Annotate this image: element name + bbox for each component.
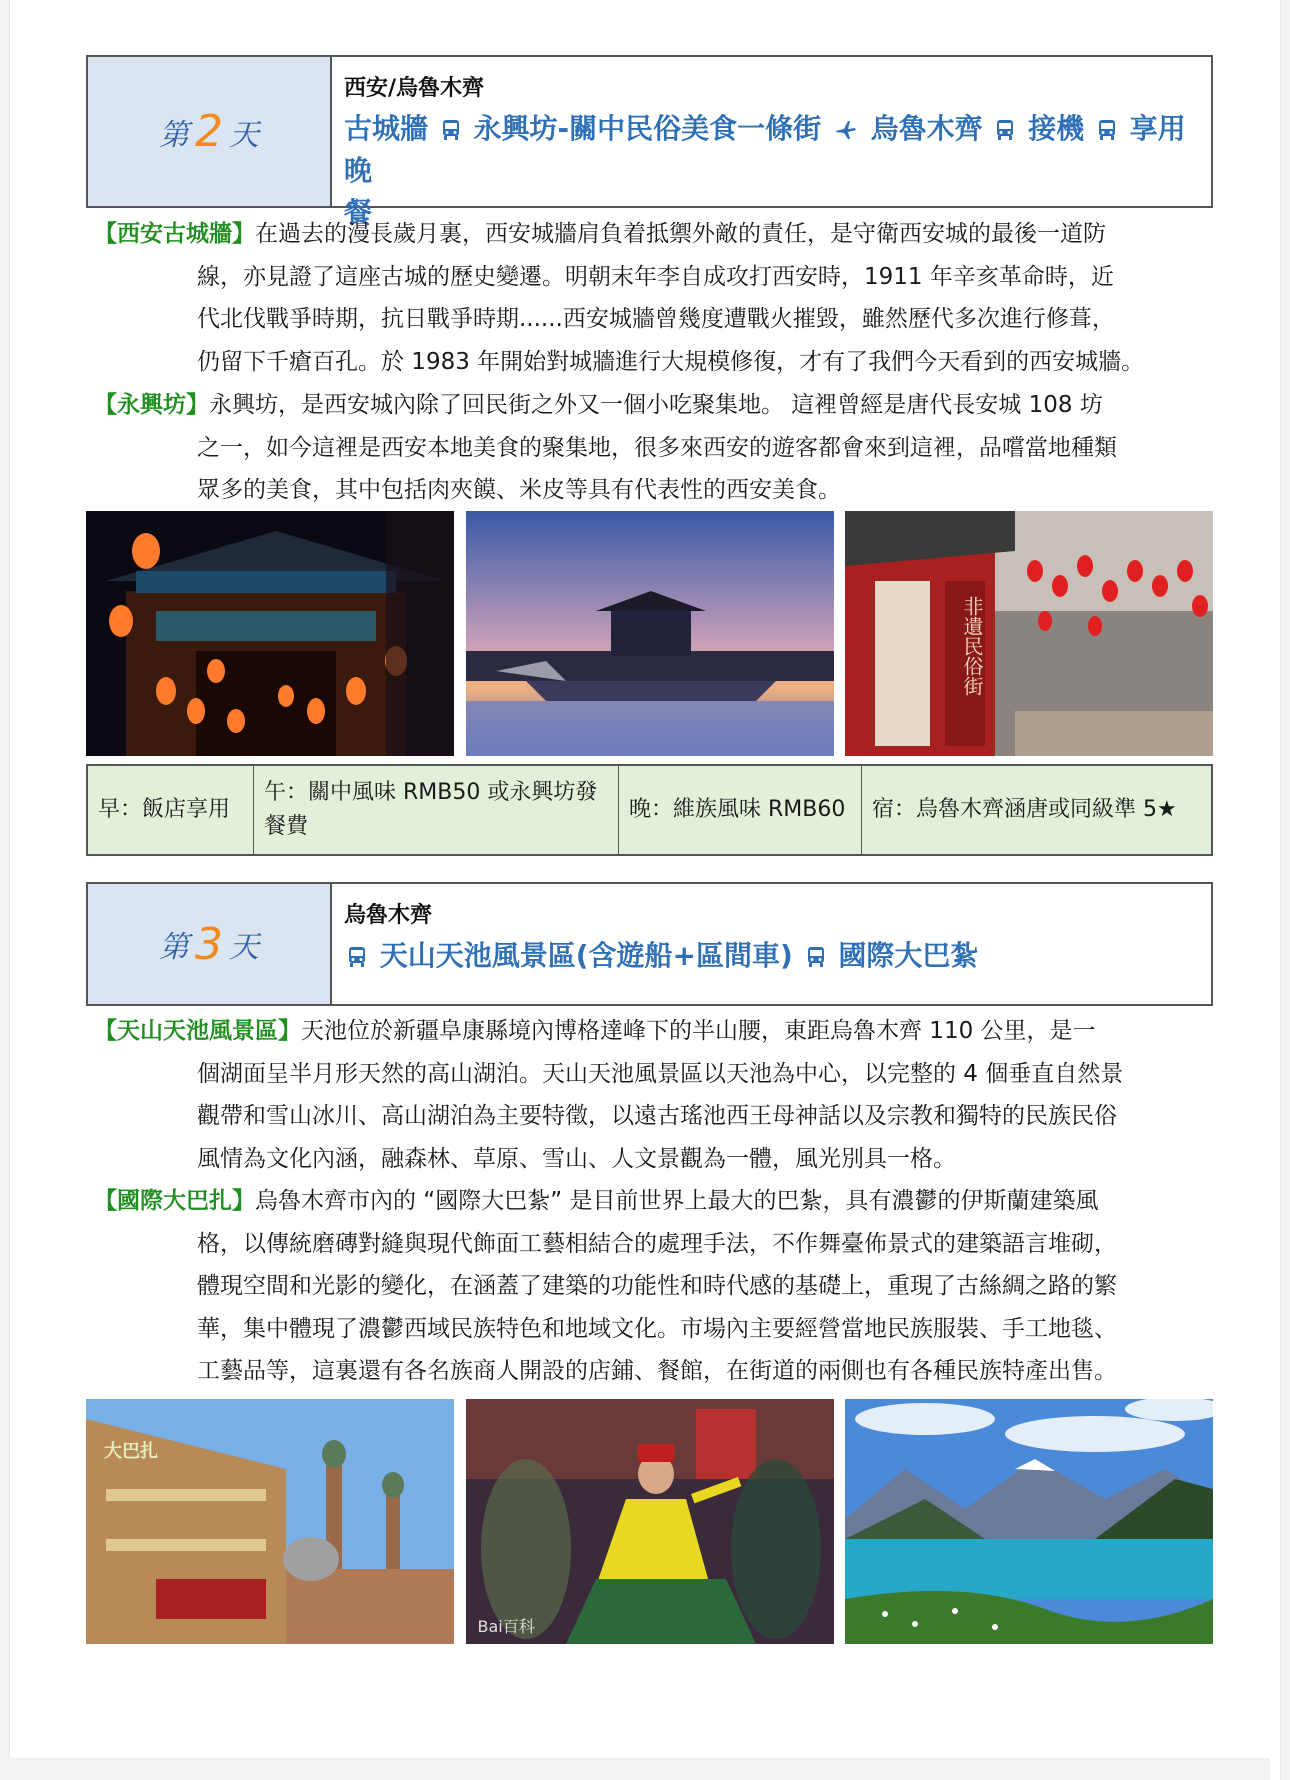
day3-route bbox=[344, 935, 1201, 977]
text-line: 華，集中體現了濃鬱西域民族特色和地域文化。市場內主要經營當地民族服裝、手工地毯、 bbox=[197, 1315, 1117, 1342]
page-bottom-margin bbox=[0, 1758, 1270, 1780]
text-line: 之一，如今這裡是西安本地美食的聚集地，很多來西安的遊客都會來到這裡，品嚐當地種類 bbox=[197, 434, 1117, 461]
day2-label-suffix: 天 bbox=[229, 117, 259, 153]
text-line: 工藝品等，這裏還有各名族商人開設的店鋪、餐館，在街道的兩側也有各種民族特產出售。 bbox=[197, 1358, 1117, 1385]
day3-info bbox=[332, 884, 1211, 1004]
heritage-street-sign: 非遺民俗街 bbox=[960, 596, 984, 696]
day2-header bbox=[86, 55, 1213, 229]
day2-city: 西安/烏魯木齊 bbox=[344, 76, 485, 101]
day2-route-stop1: 古城牆 bbox=[344, 112, 429, 145]
day3-route-stop1: 天山天池風景區(含遊船+區間車) bbox=[379, 939, 793, 972]
baike-watermark: Bai百科 bbox=[477, 1617, 535, 1636]
day2-info bbox=[332, 57, 1211, 229]
meal-hotel bbox=[862, 766, 1211, 854]
meal-hotel-text: 宿：烏魯木齊涵唐或同級準 5★ bbox=[872, 797, 1177, 822]
grand-bazaar-sign: 大巴扎 bbox=[104, 1441, 158, 1462]
day2-route-stop5: 享用晚 bbox=[344, 112, 1186, 187]
text-line: 觀帶和雪山冰川、高山湖泊為主要特徵，以遠古瑤池西王母神話以及宗教和獨特的民族民俗 bbox=[197, 1103, 1117, 1130]
meal-lunch bbox=[254, 766, 619, 854]
text-line: 個湖面呈半月形天然的高山湖泊。天山天池風景區以天池為中心，以完整的 4 個垂直自然景 bbox=[197, 1060, 1124, 1087]
meal-lunch-line1: 午：關中風味 RMB50 或永興坊發 bbox=[264, 780, 598, 805]
day2-meals-table bbox=[86, 764, 1213, 856]
meal-lunch-line2: 餐費 bbox=[264, 814, 309, 839]
day3-paragraph-tianchi bbox=[94, 1010, 1214, 1180]
bus-icon bbox=[1097, 119, 1117, 141]
day3-label-suffix: 天 bbox=[229, 930, 259, 965]
text-line: 眾多的美食，其中包括肉夾饃、米皮等具有代表性的西安美食。 bbox=[197, 477, 841, 504]
day3-header bbox=[86, 882, 1213, 1006]
para-text: 天池位於新疆阜康縣境內博格達峰下的半山腰，東距烏魯木齊 110 公里，是一 bbox=[301, 1018, 1096, 1044]
day2-route-stop5b: 餐 bbox=[344, 196, 373, 229]
text-line bbox=[94, 1010, 1214, 1053]
text-line: 仍留下千瘡百孔。於 1983 年開始對城牆進行大規模修復，才有了我們今天看到的西安城牆。 bbox=[197, 348, 1145, 375]
meal-breakfast bbox=[88, 766, 254, 854]
day2-paragraph-yongxingfang bbox=[94, 384, 1214, 512]
meal-dinner-text: 晚：維族風味 RMB60 bbox=[629, 797, 846, 822]
photo-yongxingfang-gate bbox=[86, 511, 454, 756]
text-line bbox=[94, 213, 1214, 256]
day3-number: 3 bbox=[195, 918, 223, 970]
photo-xian-city-wall bbox=[466, 511, 834, 756]
day2-label-prefix: 第 bbox=[159, 117, 189, 153]
day3-label bbox=[88, 884, 332, 1004]
section-tag: 【永興坊】 bbox=[94, 392, 209, 418]
text-line: 格，以傳統磨磚對縫與現代飾面工藝相結合的處理手法，不作舞臺佈景式的建築語言堆砌， bbox=[197, 1230, 1117, 1257]
bus-icon bbox=[441, 119, 461, 141]
day3-label-prefix: 第 bbox=[159, 930, 189, 965]
bus-icon bbox=[347, 946, 367, 968]
photo-grand-bazaar bbox=[86, 1399, 454, 1644]
photo-uyghur-dancer bbox=[466, 1399, 834, 1644]
para-text: 烏魯木齊市內的 “國際大巴紮” 是目前世界上最大的巴紮，具有濃鬱的伊斯蘭建築風 bbox=[255, 1188, 1099, 1214]
section-tag: 【天山天池風景區】 bbox=[94, 1018, 301, 1044]
day2-route-stop4: 接機 bbox=[1028, 112, 1085, 145]
text-line: 體現空間和光影的變化，在涵蓋了建築的功能性和時代感的基礎上，重現了古絲綢之路的繁 bbox=[197, 1273, 1117, 1300]
day2-label bbox=[88, 57, 332, 206]
section-tag: 【國際大巴扎】 bbox=[94, 1188, 255, 1214]
text-line: 風情為文化內涵，融森林、草原、雪山、人文景觀為一體，風光別具一格。 bbox=[197, 1145, 956, 1172]
text-line bbox=[94, 384, 1214, 427]
photo-heritage-street bbox=[845, 511, 1213, 756]
para-text: 在過去的漫長歲月裏，西安城牆肩負着抵禦外敵的責任，是守衛西安城的最後一道防 bbox=[255, 221, 1106, 247]
day3-paragraph-grand-bazaar bbox=[94, 1180, 1214, 1393]
bus-icon bbox=[995, 119, 1015, 141]
bus-icon bbox=[806, 946, 826, 968]
document-page bbox=[10, 0, 1280, 1780]
day3-city: 烏魯木齊 bbox=[344, 903, 433, 928]
day2-photo-row bbox=[86, 511, 1213, 756]
para-text: 永興坊，是西安城內除了回民街之外又一個小吃聚集地。 這裡曾經是唐代長安城 108 坊 bbox=[209, 392, 1103, 418]
day2-route-stop2: 永興坊-關中民俗美食一條街 bbox=[473, 112, 822, 145]
day2-number: 2 bbox=[195, 106, 223, 157]
meal-dinner bbox=[619, 766, 862, 854]
text-line bbox=[94, 1180, 1214, 1223]
text-line: 線，亦見證了這座古城的歷史變遷。明朝末年李自成攻打西安時，1911 年辛亥革命時，近 bbox=[197, 263, 1114, 290]
text-line: 代北伐戰爭時期，抗日戰爭時期......西安城牆曾幾度遭戰火摧毀，雖然歷代多次進行修葺， bbox=[197, 306, 1115, 333]
day2-route-stop3: 烏魯木齊 bbox=[870, 112, 983, 145]
day3-route-stop2: 國際大巴紮 bbox=[838, 939, 979, 972]
section-tag: 【西安古城牆】 bbox=[94, 221, 255, 247]
day3-photo-row bbox=[86, 1399, 1213, 1644]
photo-tianchi-lake bbox=[845, 1399, 1213, 1644]
meal-breakfast-text: 早：飯店享用 bbox=[98, 797, 231, 822]
day2-paragraph-city-wall bbox=[94, 213, 1214, 383]
airplane-icon bbox=[834, 118, 858, 142]
